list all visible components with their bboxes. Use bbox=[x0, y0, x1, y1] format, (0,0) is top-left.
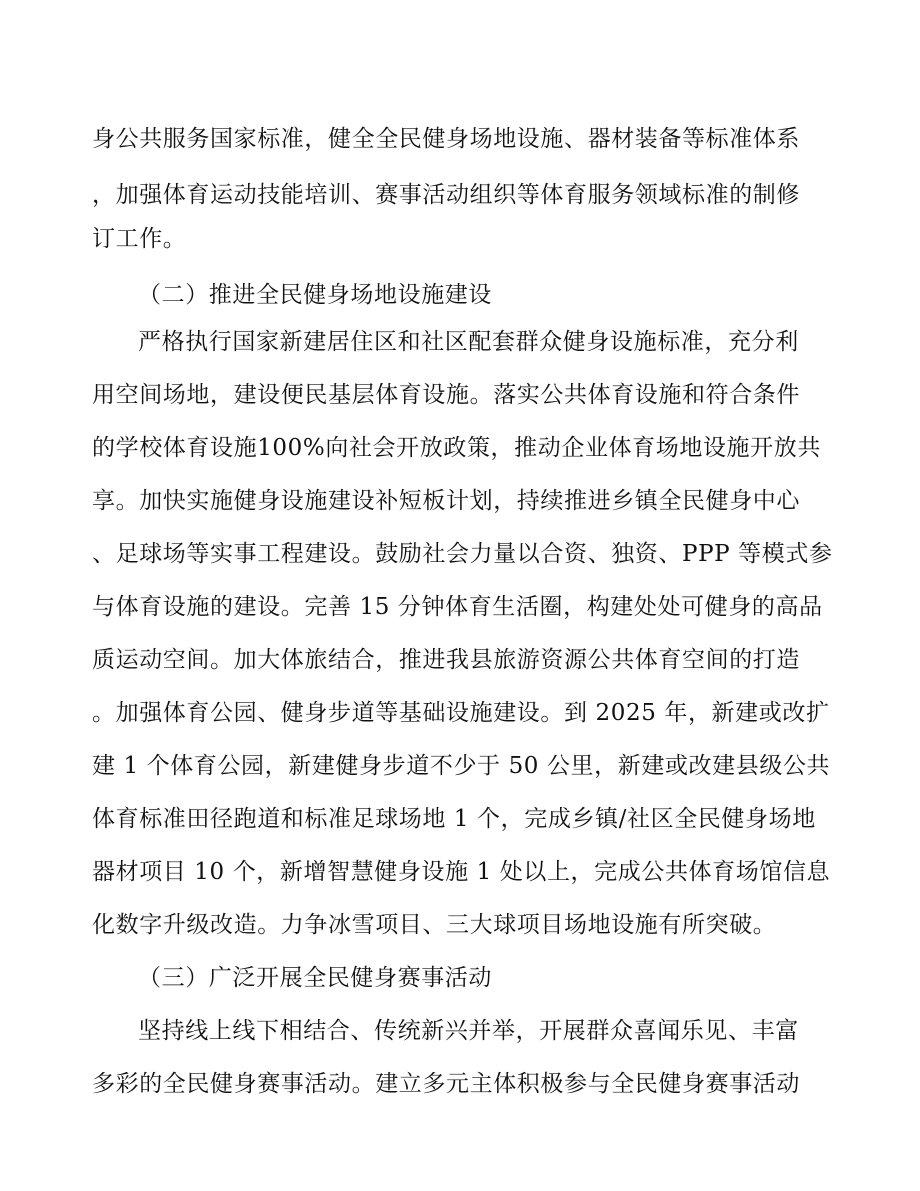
text-line: 。加强体育公园、健身步道等基础设施建设。到 2025 年，新建或改扩 bbox=[92, 700, 830, 726]
text-line: 、足球场等实事工程建设。鼓励社会力量以合资、独资、PPP 等模式参 bbox=[92, 541, 833, 567]
text-line: 订工作。 bbox=[92, 226, 187, 252]
text-line: 多彩的全民健身赛事活动。建立多元主体积极参与全民健身赛事活动 bbox=[92, 1071, 800, 1097]
text-line: 与体育设施的建设。完善 15 分钟体育生活圈，构建处处可健身的高品 bbox=[92, 594, 823, 620]
text-line: 享。加快实施健身设施建设补短板计划，持续推进乡镇全民健身中心 bbox=[92, 488, 800, 514]
paragraph-first-line: 严格执行国家新建居住区和社区配套群众健身设施标准，充分利 bbox=[138, 329, 799, 355]
text-line: 质运动空间。加大体旅结合，推进我县旅游资源公共体育空间的打造 bbox=[92, 647, 800, 673]
text-line: 的学校体育设施100%向社会开放政策，推动企业体育场地设施开放共 bbox=[92, 435, 821, 461]
text-line: 体育标准田径跑道和标准足球场地 1 个，完成乡镇/社区全民健身场地 bbox=[92, 806, 816, 832]
section-heading: （三）广泛开展全民健身赛事活动 bbox=[138, 965, 492, 991]
paragraph-first-line: 坚持线上线下相结合、传统新兴并举，开展群众喜闻乐见、丰富 bbox=[138, 1018, 799, 1044]
text-line: 化数字升级改造。力争冰雪项目、三大球项目场地设施有所突破。 bbox=[92, 912, 777, 938]
text-line: 建 1 个体育公园，新建健身步道不少于 50 公里，新建或改建县级公共 bbox=[92, 753, 831, 779]
section-heading: （二）推进全民健身场地设施建设 bbox=[138, 282, 492, 308]
text-line: ，加强体育运动技能培训、赛事活动组织等体育服务领域标准的制修 bbox=[92, 182, 800, 208]
text-line: 器材项目 10 个，新增智慧健身设施 1 处以上，完成公共体育场馆信息 bbox=[92, 859, 831, 885]
text-line: 用空间场地，建设便民基层体育设施。落实公共体育设施和符合条件 bbox=[92, 382, 800, 408]
text-line: 身公共服务国家标准，健全全民健身场地设施、器材装备等标准体系 bbox=[92, 126, 800, 152]
